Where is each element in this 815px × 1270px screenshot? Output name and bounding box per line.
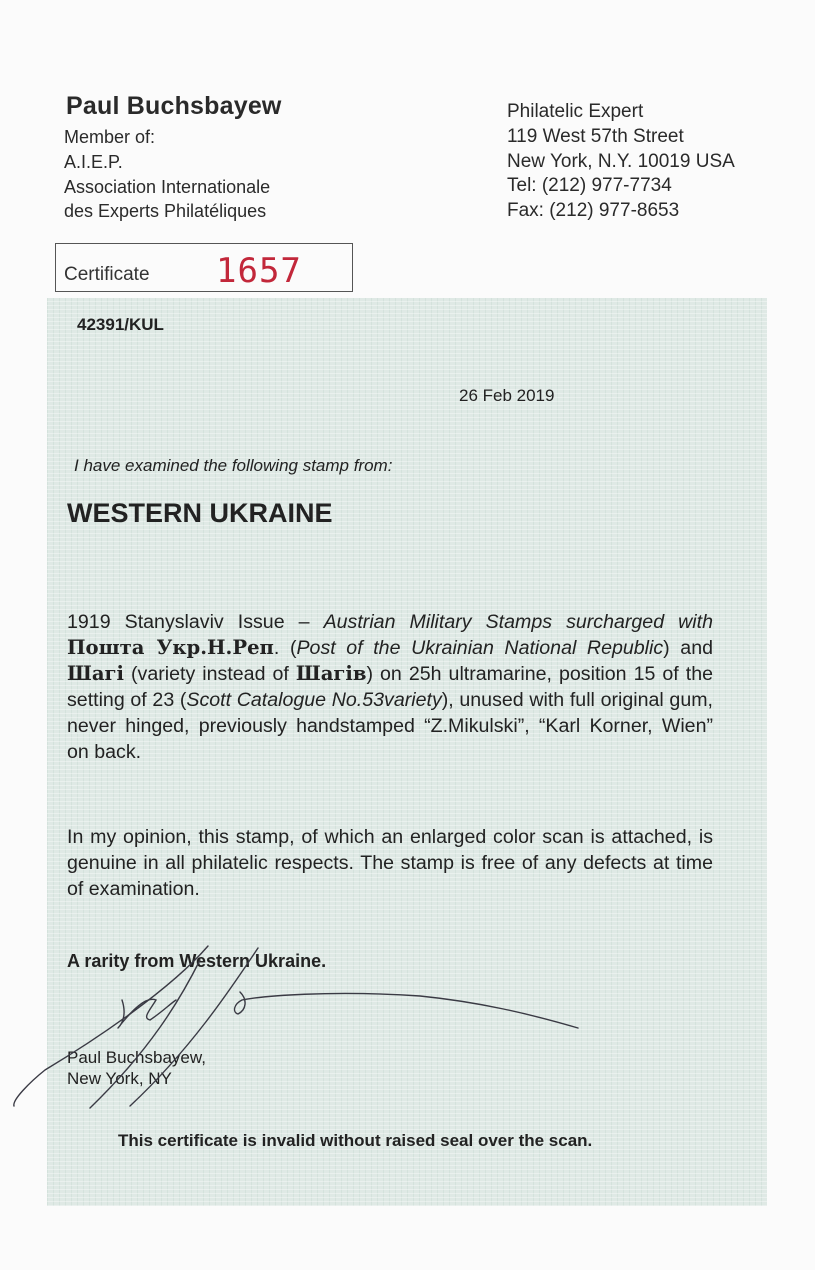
certificate-label: Certificate <box>64 264 150 285</box>
rarity-note: A rarity from Western Ukraine. <box>67 951 327 971</box>
intro-text: I have examined the following stamp from: <box>74 456 393 475</box>
reference-code: 42391/KUL <box>77 315 164 334</box>
contact-street: 119 West 57th Street <box>507 125 684 147</box>
country-heading: WESTERN UKRAINE <box>67 498 333 528</box>
contact-fax: Fax: (212) 977-8653 <box>507 200 680 222</box>
desc-details: ) on 25h ultramarine, position 15 of the setting of 23 ( <box>67 663 713 711</box>
desc-connector: ) and <box>663 637 713 659</box>
expert-name: Paul Buchsbayew <box>66 92 282 120</box>
desc-variety-text: Шагі <box>67 662 124 685</box>
certificate-number: 1657 <box>216 251 302 291</box>
membership-line: Member of: <box>64 127 156 147</box>
contact-block <box>507 100 735 224</box>
desc-catalogue: Scott Catalogue No.53variety <box>186 689 442 711</box>
desc-military-stamps: Austrian Military Stamps surcharged with <box>323 611 713 633</box>
expert-opinion: In my opinion, this stamp, of which an enlarged color scan is attached, is genuine in all philatelic respects. The stamp is free of any defects at time of examination. <box>67 826 713 900</box>
desc-overprint-text: Пошта Укр.Н.Реп <box>67 636 274 659</box>
signer-place: New York, NY <box>67 1069 172 1088</box>
contact-title: Philatelic Expert <box>507 101 644 122</box>
desc-translation: Post of the Ukrainian National Republic <box>296 637 664 659</box>
desc-issue: 1919 Stanyslaviv Issue – <box>67 611 324 633</box>
desc-condition: ), unused with full original gum, never hinged, previously handstamped “Z.Mikulski”, “Karl Korner, Wien” on back. <box>67 689 713 763</box>
stamp-description <box>67 609 713 765</box>
desc-punct: . ( <box>273 637 297 659</box>
desc-normal-text: Шагів <box>295 662 367 685</box>
validity-notice: This certificate is invalid without raised seal over the scan. <box>118 1131 593 1150</box>
membership-line: A.I.E.P. <box>64 151 123 172</box>
membership-block <box>64 125 270 224</box>
contact-city: New York, N.Y. 10019 USA <box>507 150 735 172</box>
membership-line: des Experts Philatéliques <box>64 201 267 222</box>
contact-phone: Tel: (212) 977-7734 <box>507 175 672 197</box>
desc-variety-note: (variety instead of <box>124 663 296 685</box>
signature-block <box>67 1047 206 1089</box>
signer-name: Paul Buchsbayew, <box>67 1048 206 1067</box>
certificate-date: 26 Feb 2019 <box>459 386 555 405</box>
membership-line: Association Internationale <box>64 176 271 197</box>
